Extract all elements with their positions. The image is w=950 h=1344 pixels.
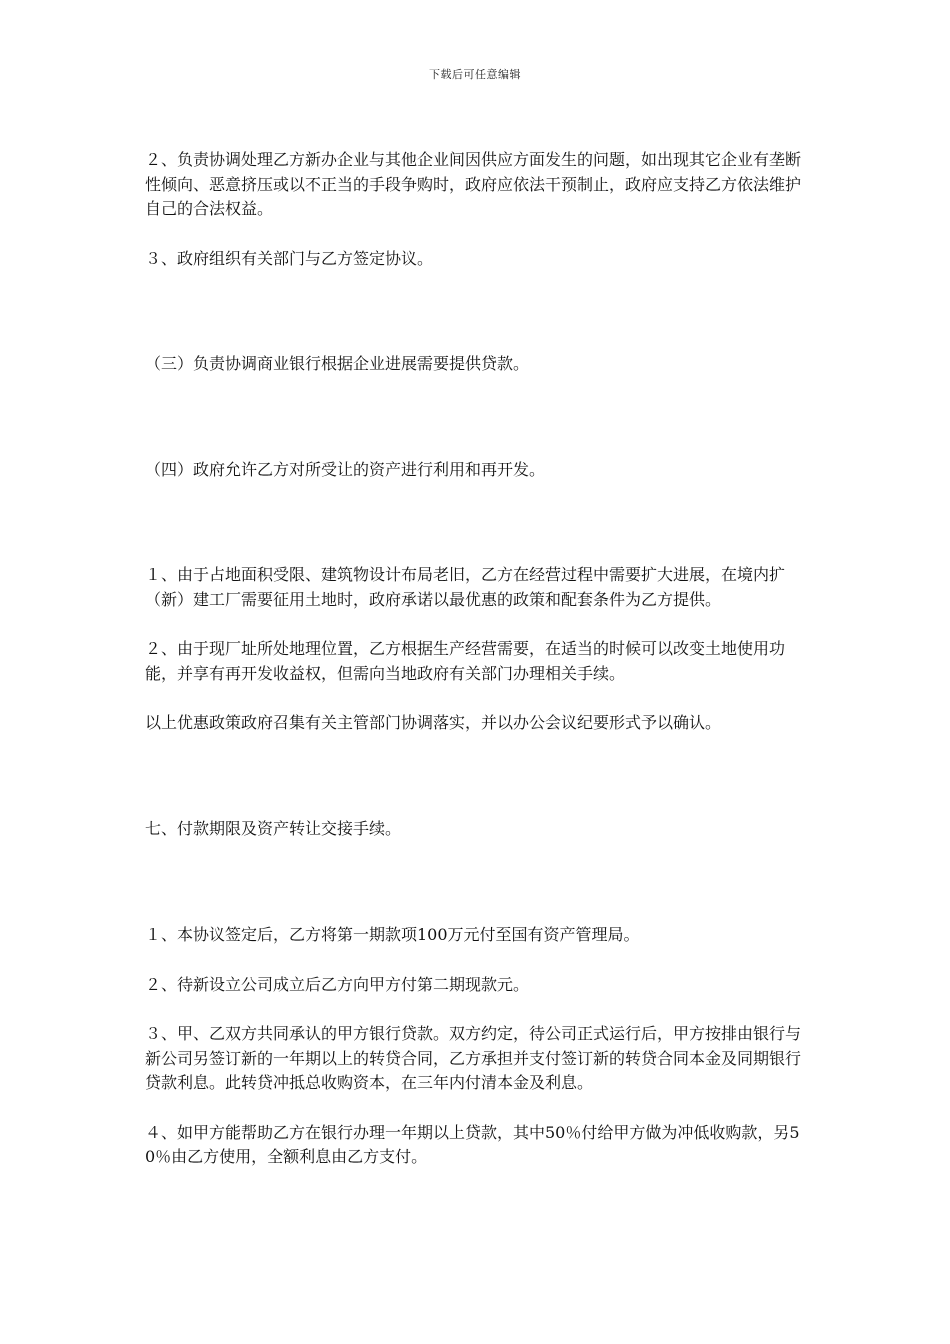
paragraph-payment-4: ４、如甲方能帮助乙方在银行办理一年期以上贷款，其中50％付给甲方做为冲低收购款，另50％由乙方使用，全额利息由乙方支付。 xyxy=(145,1122,800,1166)
paragraph-section-3-loans: （三）负责协调商业银行根据企业进展需要提供贷款。 xyxy=(145,354,530,373)
paragraph-clause-2-supply-coordination: ２、负责协调处理乙方新办企业与其他企业间因供应方面发生的问题，如出现其它企业有垄断性倾向、恶意挤压或以不正当的手段争购时，政府应依法干预制止，政府应支持乙方依法维护自己的合法权益。 xyxy=(145,150,802,218)
paragraph-land-clause-1: １、由于占地面积受限、建筑物设计布局老旧，乙方在经营过程中需要扩大进展，在境内扩（新）建工厂需要征用土地时，政府承诺以最优惠的政策和配套条件为乙方提供。 xyxy=(145,565,786,609)
paragraph-policy-confirmation: 以上优惠政策政府召集有关主管部门协调落实，并以办公会议纪要形式予以确认。 xyxy=(145,713,722,732)
paragraph-payment-3: ３、甲、乙双方共同承认的甲方银行贷款。双方约定，待公司正式运行后，甲方按排由银行与新公司另签订新的一年期以上的转贷合同，乙方承担并支付签订新的转贷合同本金及同期银行贷款利息。此转贷冲抵总收购资本，在三年内付清本金及利息。 xyxy=(145,1024,802,1092)
section-heading-payment-terms: 七、付款期限及资产转让交接手续。 xyxy=(145,818,402,838)
paragraph-clause-3-agreement: ３、政府组织有关部门与乙方签定协议。 xyxy=(145,248,434,268)
paragraph-payment-1: １、本协议签定后，乙方将第一期款项100万元付至国有资产管理局。 xyxy=(145,925,640,944)
document-body xyxy=(145,148,805,1170)
paragraph-payment-2: ２、待新设立公司成立后乙方向甲方付第二期现款元。 xyxy=(145,974,530,994)
paragraph-section-4-asset-use: （四）政府允许乙方对所受让的资产进行利用和再开发。 xyxy=(145,459,546,479)
page-header: 下载后可任意编辑 xyxy=(429,68,521,81)
paragraph-land-clause-2: ２、由于现厂址所处地理位置，乙方根据生产经营需要，在适当的时候可以改变土地使用功能，并享有再开发收益权，但需向当地政府有关部门办理相关手续。 xyxy=(145,639,786,683)
